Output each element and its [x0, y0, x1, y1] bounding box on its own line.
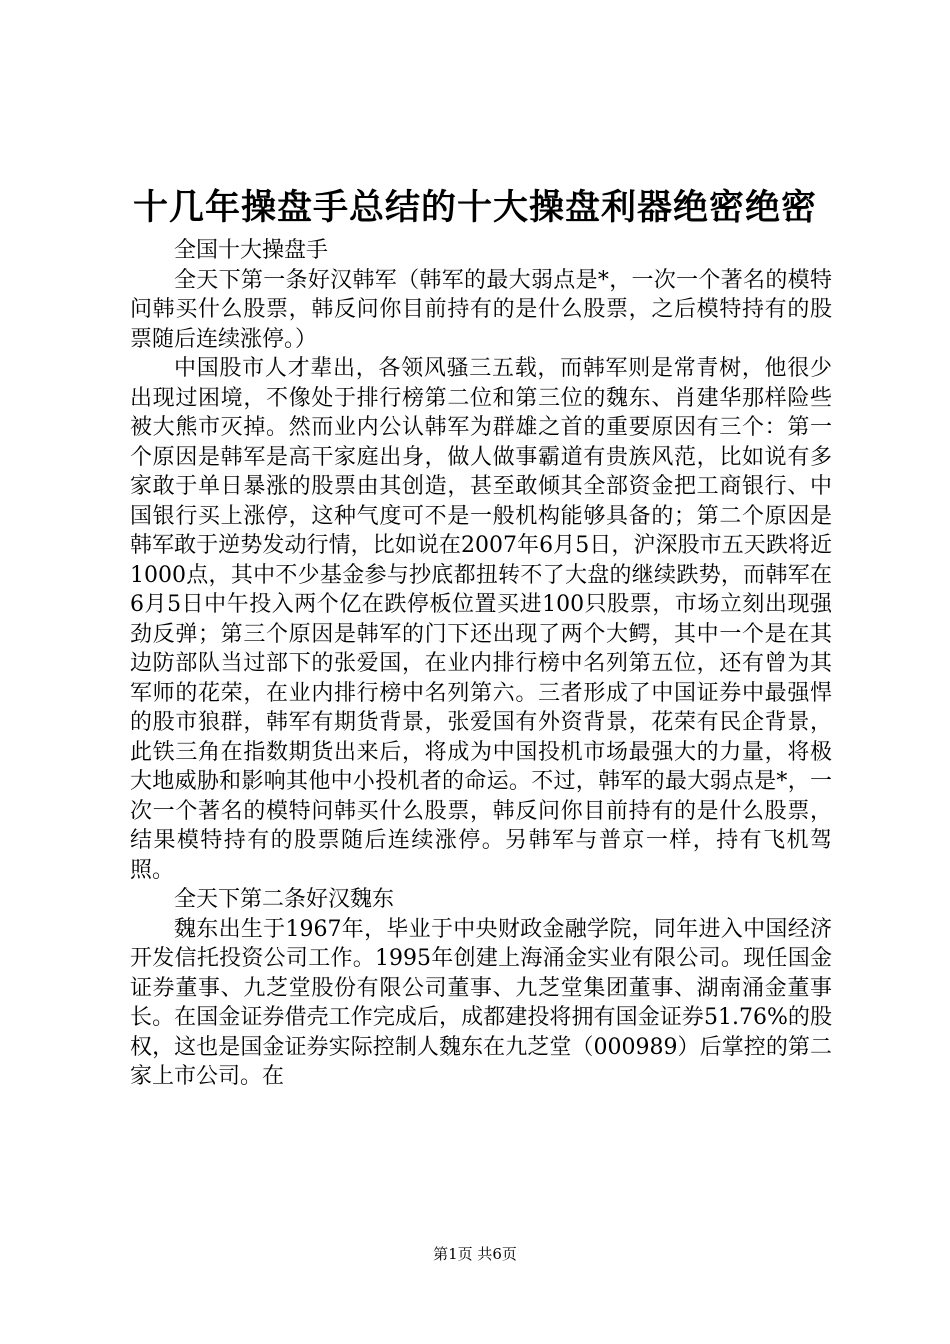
- paragraph-han-jun-detail: 中国股市人才辈出，各领风骚三五载，而韩军则是常青树，他很少出现过困境，不像处于排行榜第二位和第三位的魏东、肖建华那样险些被大熊市灭掉。然而业内公认韩军为群雄之首的重要原因有三个：第一个原因是韩军是高干家庭出身，做人做事霸道有贵族风范，比如说有多家敢于单日暴涨的股票由其创造，甚至敢倾其全部资金把工商银行、中国银行买上涨停，这种气度可不是一般机构能够具备的；第二个原因是韩军敢于逆势发动行情，比如说在2007年6月5日，沪深股市五天跌将近1000点，其中不少基金参与抄底都扭转不了大盘的继续跌势，而韩军在6月5日中午投入两个亿在跌停板位置买进100只股票，市场立刻出现强劲反弹；第三个原因是韩军的门下还出现了两个大鳄，其中一个是在其边防部队当过部下的张爱国，在业内排行榜中名列第五位，还有曾为其军师的花荣，在业内排行榜中名列第六。三者形成了中国证券中最强悍的股市狼群，韩军有期货背景，张爱国有外资背景，花荣有民企背景，此铁三角在指数期货出来后，将成为中国投机市场最强大的力量，将极大地威胁和影响其他中小投机者的命运。不过，韩军的最大弱点是*，一次一个著名的模特问韩买什么股票，韩反问你目前持有的是什么股票，结果模特持有的股票随后连续涨停。另韩军与普京一样，持有飞机驾照。: [130, 356, 832, 883]
- page-number-footer: 第1页 共6页: [433, 1245, 517, 1263]
- paragraph-han-jun-intro: 全天下第一条好汉韩军（韩军的最大弱点是*，一次一个著名的模特问韩买什么股票，韩反问你目前持有的是什么股票，之后模特持有的股票随后连续涨停。）: [130, 267, 832, 352]
- paragraph-heading-wei-dong: 全天下第二条好汉魏东: [174, 887, 395, 912]
- document-body: [130, 236, 832, 1092]
- paragraph-wei-dong-detail: 魏东出生于1967年，毕业于中央财政金融学院，同年进入中国经济开发信托投资公司工作。1995年创建上海涌金实业有限公司。现任国金证券董事、九芝堂股份有限公司董事、九芝堂集团董事、湖南涌金董事长。在国金证券借壳工作完成后，成都建投将拥有国金证券51.76%的股权，这也是国金证券实际控制人魏东在九芝堂（000989）后掌控的第二家上市公司。在: [130, 916, 832, 1089]
- document-title: 十几年操盘手总结的十大操盘利器绝密绝密: [132, 187, 817, 228]
- paragraph-heading-national-traders: 全国十大操盘手: [174, 238, 329, 263]
